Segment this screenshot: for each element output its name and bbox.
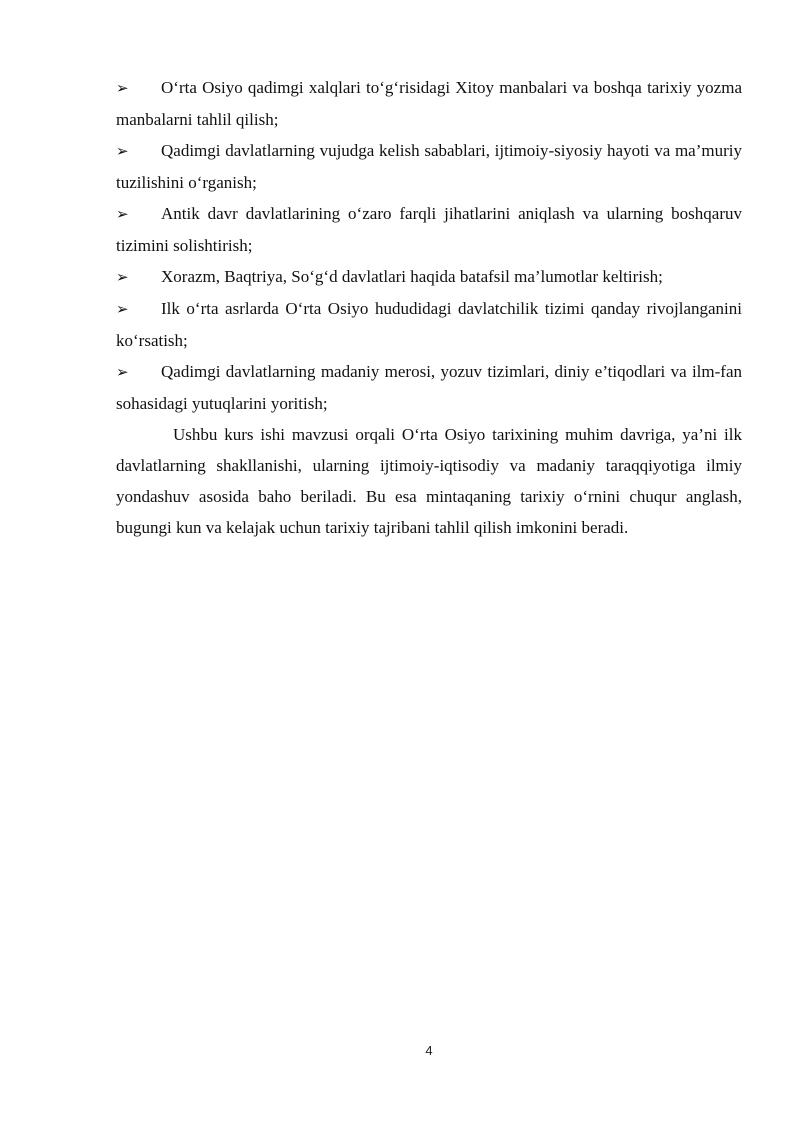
arrow-bullet-icon: ➢: [116, 205, 129, 223]
bullet-item: [116, 135, 742, 198]
arrow-bullet-icon: ➢: [116, 300, 129, 318]
bullet-item-text: Ilk o‘rta asrlarda O‘rta Osiyo hududidagi davlatchilik tizimi qanday rivojlanganini ko‘rsatish;: [116, 299, 742, 350]
bullet-item: [116, 293, 742, 356]
body-paragraph: Ushbu kurs ishi mavzusi orqali O‘rta Osiyo tarixining muhim davriga, ya’ni ilk davlatlarning shakllanishi, ularning ijtimoiy-iqtisodiy va madaniy taraqqiyotiga ilmiy yondashuv asosida baho beriladi. Bu esa mintaqaning tarixiy o‘rnini chuqur anglash, bugungi kun va kelajak uchun tarixiy tajribani tahlil qilish imkonini beradi.: [116, 425, 742, 537]
bullet-item-text: Xorazm, Baqtriya, So‘g‘d davlatlari haqida batafsil ma’lumotlar keltirish;: [161, 267, 663, 286]
bullet-item-text: Qadimgi davlatlarning madaniy merosi, yozuv tizimlari, diniy e’tiqodlari va ilm-fan sohasidagi yutuqlarini yoritish;: [116, 362, 742, 413]
bullet-item: [116, 261, 742, 293]
arrow-bullet-icon: ➢: [116, 268, 129, 286]
bullet-item-text: Qadimgi davlatlarning vujudga kelish sabablari, ijtimoiy-siyosiy hayoti va ma’muriy tuzilishini o‘rganish;: [116, 141, 742, 192]
bullet-item-text: Antik davr davlatlarining o‘zaro farqli jihatlarini aniqlash va ularning boshqaruv tizimini solishtirish;: [116, 204, 742, 255]
arrow-bullet-icon: ➢: [116, 142, 129, 160]
bullet-item: [116, 356, 742, 419]
bullet-item-text: O‘rta Osiyo qadimgi xalqlari to‘g‘risidagi Xitoy manbalari va boshqa tarixiy yozma manbalarni tahlil qilish;: [116, 78, 742, 129]
arrow-bullet-icon: ➢: [116, 363, 129, 381]
page-number: 4: [425, 1043, 433, 1058]
bullet-item: [116, 72, 742, 135]
bullet-item: [116, 198, 742, 261]
page-content: [116, 72, 742, 543]
arrow-bullet-icon: ➢: [116, 79, 129, 97]
